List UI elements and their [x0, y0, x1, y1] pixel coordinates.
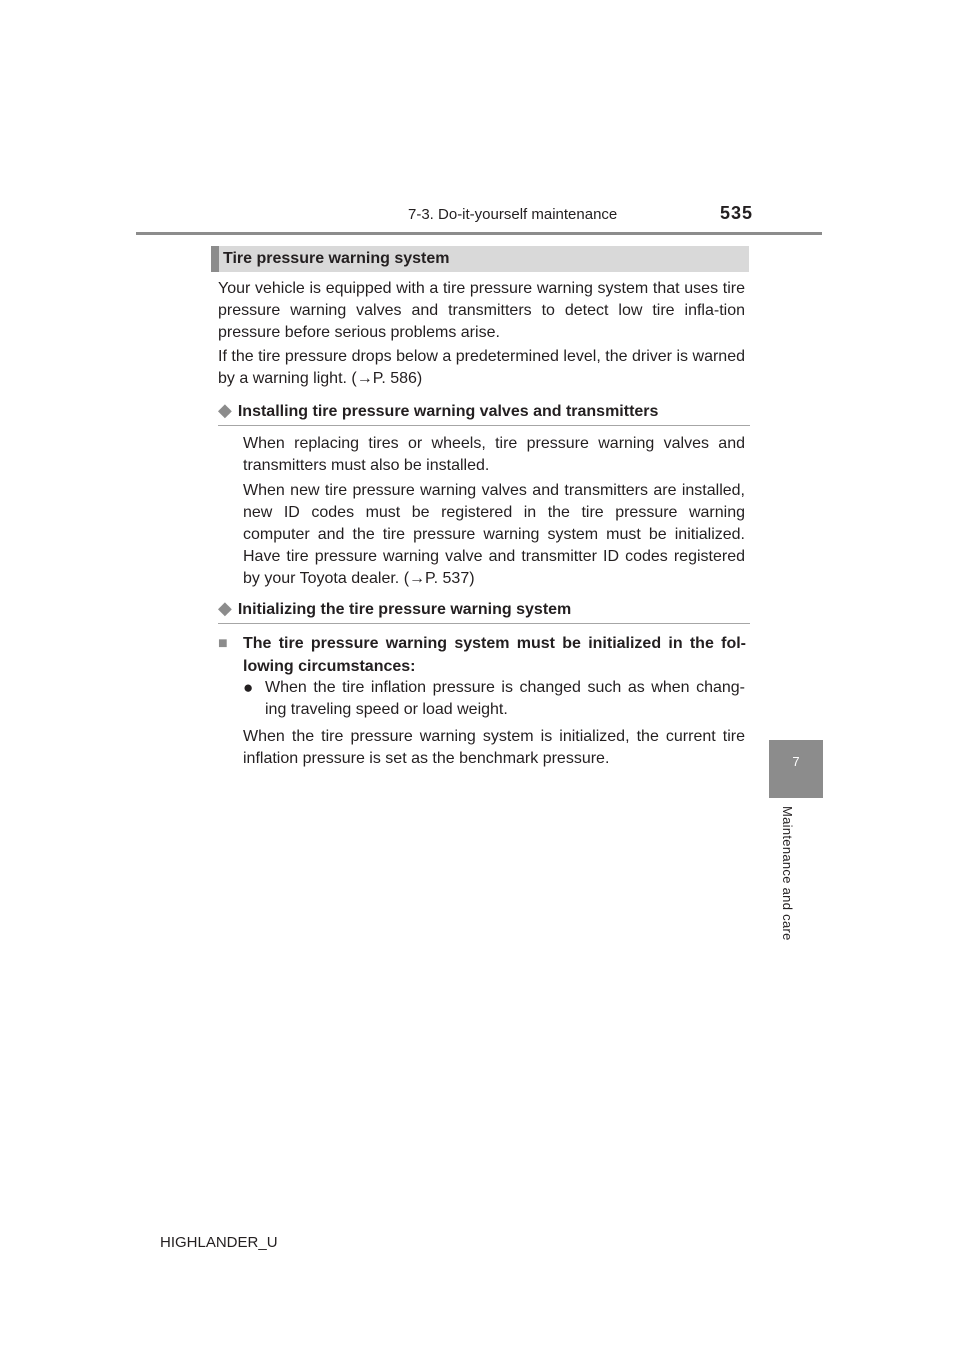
- subsection-2-heading: [218, 598, 571, 619]
- chapter-label: Maintenance and care: [780, 806, 795, 941]
- subsection-2-paragraph: When the tire pressure warning system is initialized, the current tire inflation pressure is set as the benchmark pressure.: [243, 728, 745, 767]
- footer-model-code: HIGHLANDER_U: [160, 1234, 278, 1251]
- subsection-1-rule: [218, 425, 750, 426]
- bullet-item: [243, 677, 745, 721]
- subsection-2-title: Initializing the tire pressure warning system: [237, 601, 572, 618]
- circle-bullet-icon: ●: [243, 678, 254, 697]
- subsection-1-title: Installing tire pressure warning valves and transmitters: [237, 403, 659, 420]
- section-title: Tire pressure warning system: [223, 250, 450, 267]
- subsection-1-heading: [218, 400, 658, 421]
- subsection-1-paragraph-1: When replacing tires or wheels, tire pressure warning valves and transmitters must also be installed.: [243, 435, 745, 474]
- chapter-number: 7: [792, 754, 800, 769]
- diamond-icon: ◆: [218, 598, 232, 618]
- bullet-item-text: When the tire inflation pressure is changed such as when chang-ing traveling speed or load weight.: [265, 679, 745, 718]
- square-bullet-icon: ■: [218, 635, 228, 652]
- intro-paragraph-1: Your vehicle is equipped with a tire pressure warning system that uses tire pressure warning valves and transmitters to detect low tire infla-tion pressure before serious problems arise.: [218, 280, 745, 341]
- subsection-1-paragraph-2: When new tire pressure warning valves and transmitters are installed, new ID codes must be registered in the tire pressure warning computer and the tire pressure warning system must be initialized. Have tire pressure warning valve and transmitter ID codes registered by your Toyota dealer. (→P. 537): [243, 482, 745, 587]
- diamond-icon: ◆: [218, 400, 232, 420]
- header-rule: [136, 232, 822, 235]
- subsection-2-rule: [218, 623, 750, 624]
- running-header-section: 7-3. Do-it-yourself maintenance: [408, 206, 618, 223]
- square-heading-text: The tire pressure warning system must be initialized in the fol-lowing circumstances:: [243, 635, 746, 675]
- intro-paragraph-2: If the tire pressure drops below a predetermined level, the driver is warned by a warning light. (→P. 586): [218, 348, 745, 387]
- page-number: 535: [720, 203, 754, 223]
- square-heading: [218, 632, 746, 678]
- chapter-tab: [769, 740, 823, 798]
